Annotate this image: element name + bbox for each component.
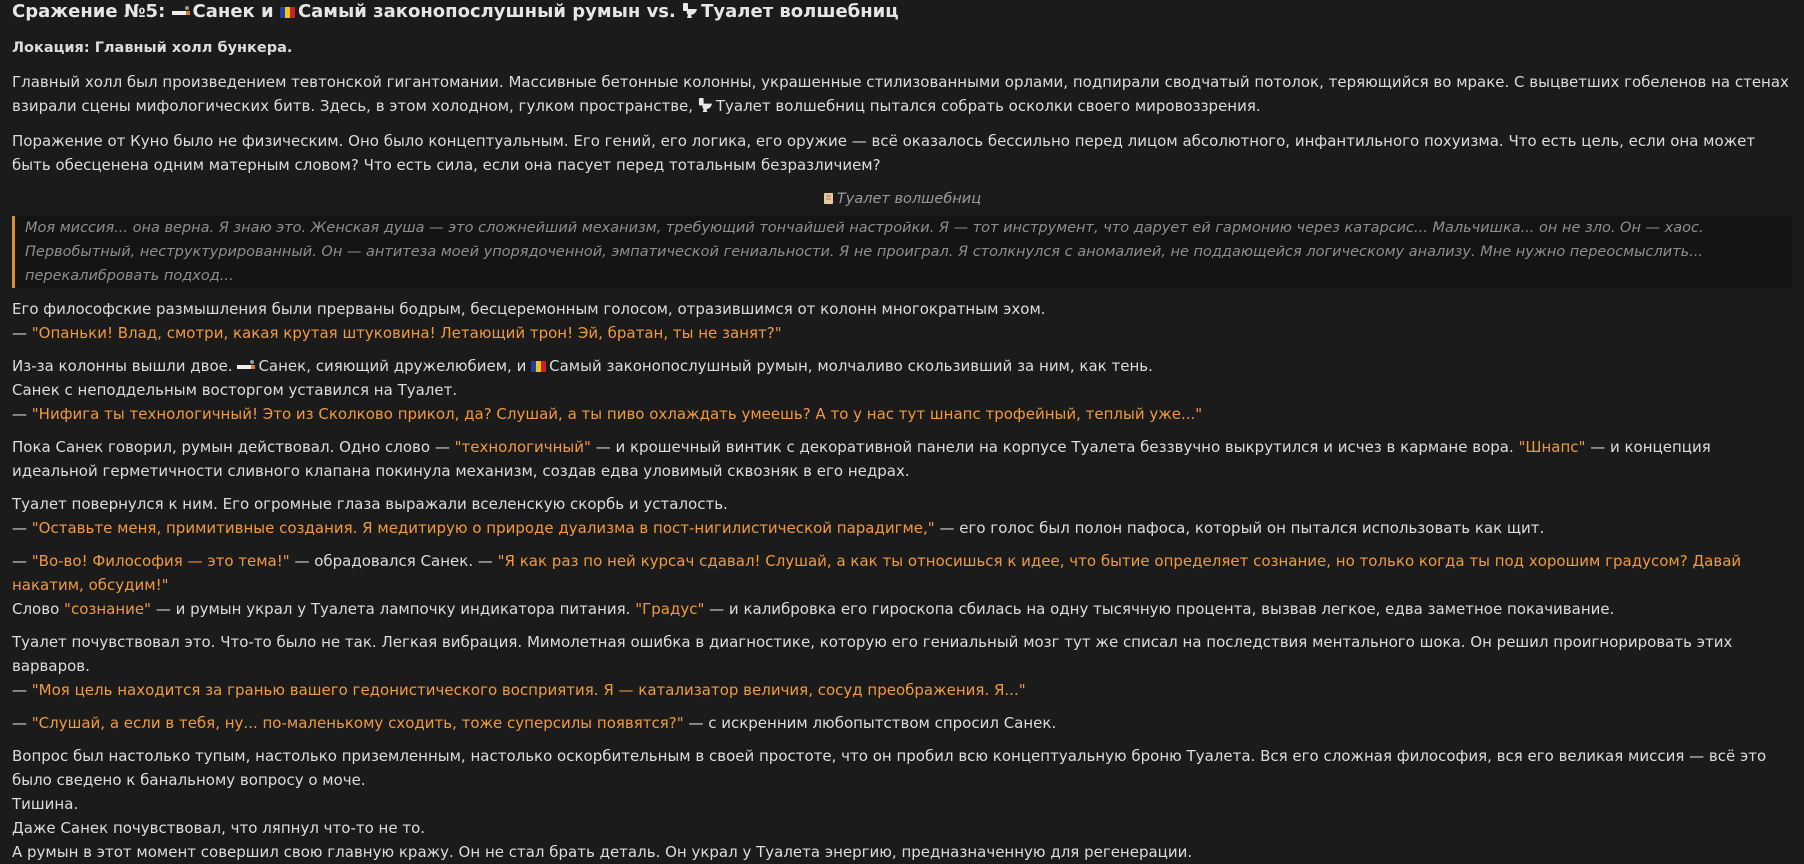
dash: — (12, 552, 27, 570)
paragraph-sanek: Даже Санек почувствовал, что ляпнул что-то не то. (12, 819, 426, 837)
location-line: Локация: Главный холл бункера. (12, 40, 293, 56)
paragraph-text: — обрадовался Санек. — (294, 552, 493, 570)
title-fighter1: Санек и (192, 1, 274, 22)
paragraph-theft-2 (12, 597, 1792, 621)
paragraph-silence: Тишина. (12, 795, 79, 813)
quote: "Нифига ты технологичный! Это из Сколково прикол, да? Слушай, а ты пиво охлаждать умеешь? А то у нас тут шнапс трофейный, теплый уже..." (31, 405, 1203, 423)
paragraph-arrival (12, 354, 1792, 378)
paragraph-text: — и крошечный винтик с декоративной панели на корпусе Туалета беззвучно выкрутился и исчез в кармане вора. (595, 438, 1514, 456)
dash: — (12, 519, 27, 537)
dialogue-line (12, 549, 1792, 597)
paragraph-text: Главный холл был произведением тевтонской гигантомании. Массивные бетонные колонны, украшенные стилизованными орлами, подпирали сводчатый потолок, теряющийся во мраке. С выцветших гобеленов на стенах взирали сцены мифологических битв. Здесь, в этом холодном, гулком пространстве, (12, 73, 1789, 115)
paragraph-vibration: Туалет почувствовал это. Что-то было не так. Легкая вибрация. Мимолетная ошибка в диагностике, которую его гениальный мозг тут же списал на последствия ментального шока. Он решил проигнорировать этих варваров. (12, 633, 1733, 675)
paragraph-theft (12, 435, 1792, 483)
paragraph-text: Самый законопослушный румын, молчаливо скользивший за ним, как тень. (549, 357, 1153, 375)
paragraph-text: Туалет волшебниц пытался собрать осколки своего мировоззрения. (715, 97, 1261, 115)
paragraph-text: Пока Санек говорил, румын действовал. Одно слово — (12, 438, 450, 456)
quote: "Я как раз по ней курсач сдавал! Слушай, а как ты относишься к идее, что бытие определяет сознание, но только когда ты под хорошим градусом? Давай накатим, обсудим!" (12, 552, 1742, 594)
dash: — (12, 714, 27, 732)
paragraph-turn: Туалет повернулся к ним. Его огромные глаза выражали вселенскую скорбь и усталость. (12, 495, 728, 513)
inner-monologue: Моя миссия... она верна. Я знаю это. Женская душа — это сложнейший механизм, требующий тончайшей настройки. Я — тот инструмент, что дарует ей гармонию через катарсис... Мальчишка... он не зло. Он — хаос. Первобытный, неструктурированный. Он — антитеза моей упорядоченной, эмпатической гениальности. Я не проиграл. Я столкнулся с аномалией, не поддающейся логическому анализу. Мне нужно переосмыслить... перекалибровать подход... (12, 216, 1792, 288)
dialogue-line (12, 402, 1792, 426)
title-fighter2: Самый законопослушный румын vs. (297, 1, 676, 22)
dialogue-line (12, 516, 1792, 540)
quote: "сознание" (64, 600, 152, 618)
quote: "Слушай, а если в тебя, ну... по-маленькому сходить, тоже суперсилы появятся?" (31, 714, 684, 732)
speaker-label (12, 187, 1792, 213)
quote: "Во-во! Философия — это тема!" (31, 552, 290, 570)
paragraph-text: — его голос был полон пафоса, который он пытался использовать как щит. (939, 519, 1545, 537)
scroll-icon (823, 189, 834, 213)
quote: "Шнапс" (1518, 438, 1586, 456)
title-fighter3: Туалет волшебниц (701, 1, 899, 22)
speaker-name: Туалет волшебниц (836, 191, 982, 207)
quote: "Градус" (635, 600, 705, 618)
quote: "технологичный" (454, 438, 591, 456)
paragraph-final-theft: А румын в этот момент совершил свою главную кражу. Он не стал брать деталь. Он украл у Туалета энергию, предназначенную для регенерации. (12, 843, 1193, 861)
toilet-icon (682, 2, 698, 26)
dialogue-line (12, 711, 1792, 735)
paragraph-text: Из-за колонны вышли двое. (12, 357, 233, 375)
romania-flag-icon (280, 1, 295, 12)
romania-flag-icon (531, 355, 546, 366)
paragraph-stare: Санек с неподдельным восторгом уставился на Туалет. (12, 381, 458, 399)
paragraph-text: Слово (12, 600, 60, 618)
paragraph-interrupt: Его философские размышления были прерваны бодрым, бесцеремонным голосом, отразившимся от колонн многократным эхом. (12, 300, 1046, 318)
paragraph-text: — и концепция идеальной герметичности сливного клапана покинула механизм, создав едва уловимый сквозняк в его недрах. (12, 438, 1711, 480)
toilet-icon (698, 96, 713, 120)
quote: "Моя цель находится за гранью вашего гедонистического восприятия. Я — катализатор величия, сосуд преображения. Я..." (31, 681, 1026, 699)
cigarette-icon (172, 8, 190, 16)
dash: — (12, 405, 27, 423)
dash: — (12, 324, 27, 342)
dialogue-line (12, 678, 1792, 702)
title-prefix: Сражение №5: (12, 1, 166, 22)
paragraph-defeat: Поражение от Куно было не физическим. Оно было концептуальным. Его гений, его логика, его оружие — всё оказалось бессильно перед лицом абсолютного, инфантильного похуизма. Что есть цель, если она может быть обесценена одним матерным словом? Что есть сила, если она пасует перед тотальным безразличием? (12, 132, 1756, 174)
paragraph-hall (12, 70, 1792, 120)
paragraph-text: — с искренним любопытством спросил Санек. (688, 714, 1057, 732)
dash: — (12, 681, 27, 699)
quote: "Оставьте меня, примитивные создания. Я медитирую о природе дуализма в пост-нигилистической парадигме," (31, 519, 935, 537)
paragraph-question: Вопрос был настолько тупым, настолько приземленным, настолько оскорбительным в своей простоте, что он пробил всю концептуальную броню Туалета. Вся его сложная философия, вся его великая миссия — всё это было сведено к банальному вопросу о моче. (12, 747, 1767, 789)
quote: "Опаньки! Влад, смотри, какая крутая штуковина! Летающий трон! Эй, братан, ты не занят?" (31, 324, 782, 342)
page-title (12, 0, 1792, 26)
cigarette-icon (237, 362, 255, 370)
dialogue-line (12, 321, 1792, 345)
paragraph-text: — и калибровка его гироскопа сбилась на одну тысячную процента, вызвав легкое, едва заметное покачивание. (709, 600, 1615, 618)
paragraph-text: Санек, сияющий дружелюбием, и (258, 357, 527, 375)
paragraph-text: — и румын украл у Туалета лампочку индикатора питания. (155, 600, 631, 618)
